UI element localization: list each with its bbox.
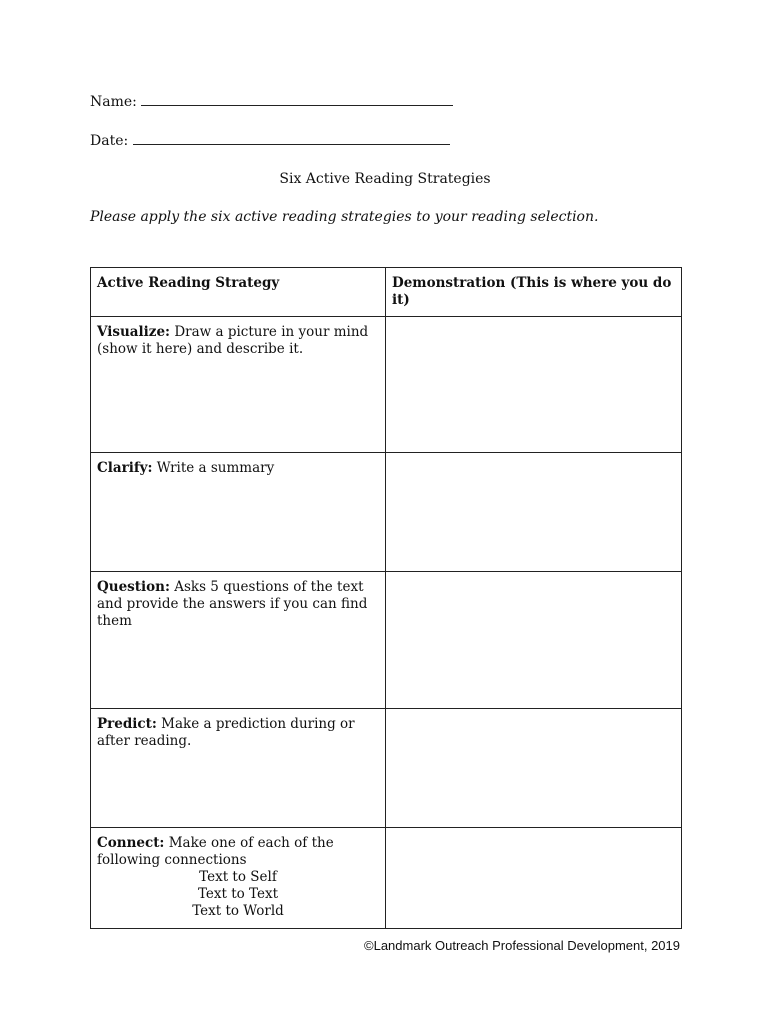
name-blank-line[interactable]: [141, 93, 453, 106]
demonstration-cell-visualize[interactable]: [386, 317, 682, 453]
date-blank-line[interactable]: [133, 132, 450, 145]
strategy-description: Asks 5 questions of the text and provide the answers if you can find them: [97, 579, 368, 629]
strategy-name: Predict:: [97, 716, 157, 732]
name-label: Name:: [90, 94, 137, 110]
column-header-strategy: Active Reading Strategy: [91, 268, 386, 317]
strategy-description: Make one of each of the following connections: [97, 835, 334, 868]
strategy-cell-clarify: [91, 453, 386, 572]
strategy-cell-question: [91, 572, 386, 709]
demonstration-cell-predict[interactable]: [386, 709, 682, 828]
table-row: [91, 709, 682, 828]
strategies-table: [90, 267, 682, 929]
strategy-name: Connect:: [97, 835, 165, 851]
strategy-description: Write a summary: [156, 460, 275, 476]
date-field: [90, 132, 450, 149]
name-field: [90, 93, 453, 110]
strategy-cell-predict: [91, 709, 386, 828]
strategy-name: Visualize:: [97, 324, 171, 340]
instructions: Please apply the six active reading strategies to your reading selection.: [90, 209, 599, 225]
strategy-cell-connect: [91, 828, 386, 929]
strategy-name: Clarify:: [97, 460, 153, 476]
document-title: Six Active Reading Strategies: [279, 171, 491, 187]
connection-list: [97, 869, 379, 920]
table-header-row: [91, 268, 682, 317]
date-label: Date:: [90, 133, 129, 149]
connection-text-to-self: Text to Self: [199, 869, 277, 885]
connection-text-to-text: Text to Text: [197, 886, 279, 902]
strategy-name: Question:: [97, 579, 170, 595]
copyright-footer: ©Landmark Outreach Professional Development, 2019: [364, 938, 680, 953]
strategy-description: Draw a picture in your mind (show it here) and describe it.: [97, 324, 369, 357]
demonstration-cell-clarify[interactable]: [386, 453, 682, 572]
table-row: [91, 317, 682, 453]
connection-text-to-world: Text to World: [192, 903, 284, 919]
table-row: [91, 828, 682, 929]
table-row: [91, 572, 682, 709]
strategy-description: Make a prediction during or after reading.: [97, 716, 355, 749]
strategy-cell-visualize: [91, 317, 386, 453]
column-header-demonstration: Demonstration (This is where you do it): [386, 268, 682, 317]
demonstration-cell-connect[interactable]: [386, 828, 682, 929]
table-row: [91, 453, 682, 572]
demonstration-cell-question[interactable]: [386, 572, 682, 709]
